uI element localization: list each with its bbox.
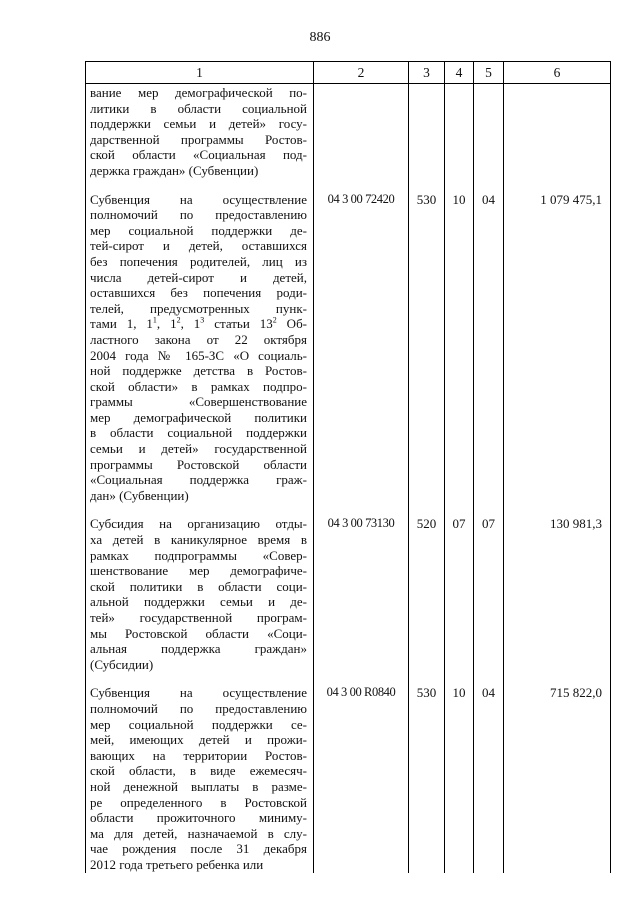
row-code: 04 3 00 72420 (314, 191, 409, 504)
description-line: ской политики в области соци- (90, 578, 307, 594)
row-description (86, 84, 314, 179)
row-gap (86, 179, 611, 191)
description-line: альной поддержки семьи и де- (90, 594, 307, 610)
description-line: рамках подпрограммы «Совер- (90, 547, 307, 563)
gap-cell (314, 179, 409, 191)
description-line: дарственной программы Ростов- (90, 131, 307, 147)
description-line: ластного закона от 22 октября (90, 331, 307, 347)
description-line: чае рождения после 31 декабря (90, 841, 307, 857)
description-line: области прожиточного миниму- (90, 810, 307, 826)
description-line: тей-сирот и детей, оставшихся (90, 238, 307, 254)
row-col4 (445, 84, 474, 179)
description-line: ской области «Социальная под- (90, 147, 307, 163)
row-col3: 520 (409, 515, 445, 672)
description-line: телей, предусмотренных пунк- (90, 300, 307, 316)
row-col4: 10 (445, 191, 474, 504)
description-line: в области социальной поддержки (90, 425, 307, 441)
column-header: 3 (409, 62, 445, 84)
description-line: мей, имеющих детей и прожи- (90, 732, 307, 748)
description-line: вающих на территории Ростов- (90, 747, 307, 763)
row-code (314, 84, 409, 179)
description-line: оставшихся без попечения роди- (90, 285, 307, 301)
description-line: держка граждан» (Субвенции) (90, 162, 259, 178)
row-description (86, 515, 314, 672)
column-header: 1 (86, 62, 314, 84)
description-line: Субвенция на осуществление (90, 191, 307, 207)
description-line: без попечения родителей, лиц из (90, 253, 307, 269)
table-header-row (86, 62, 611, 84)
row-col5: 07 (474, 515, 504, 672)
row-description (86, 684, 314, 872)
gap-cell (409, 672, 445, 684)
description-line: 2012 года третьего ребенка или (90, 856, 264, 872)
description-line: ре определенного в Ростовской (90, 794, 307, 810)
row-col5: 04 (474, 684, 504, 872)
gap-cell (445, 503, 474, 515)
gap-cell (474, 672, 504, 684)
gap-cell (409, 503, 445, 515)
description-line: тей» государственной програм- (90, 610, 307, 625)
description-line: вание мер демографической по- (90, 85, 307, 100)
page-number: 886 (309, 30, 331, 45)
description-line: ха детей в каникулярное время в (90, 532, 307, 548)
description-line: ской области, в виде ежемесяч- (90, 763, 307, 779)
row-col5 (474, 84, 504, 179)
row-col4: 10 (445, 684, 474, 872)
table-row (86, 191, 611, 504)
description-line: мер социальной поддержки де- (90, 222, 307, 238)
column-header: 5 (474, 62, 504, 84)
description-line: программы Ростовской области (90, 456, 307, 472)
gap-cell (504, 503, 611, 515)
description-line: дан» (Субвенции) (90, 487, 189, 503)
gap-cell (409, 179, 445, 191)
table-row (86, 515, 611, 672)
description-line: тами 1, $1^1$, $1^2$, $1^3$ статьи $13^2$ Об- (90, 315, 308, 332)
row-col3 (409, 84, 445, 179)
row-amount (504, 84, 611, 179)
row-code: 04 3 00 R0840 (314, 684, 409, 872)
gap-cell (314, 672, 409, 684)
description-line: ской области» в рамках подпро- (90, 378, 307, 394)
column-header: 4 (445, 62, 474, 84)
description-line: шенствование мер демографиче- (90, 563, 307, 579)
description-line: ной денежной выплаты в разме- (90, 778, 307, 794)
table-row (86, 84, 611, 179)
description-line: полномочий по предоставлению (90, 207, 307, 223)
row-gap (86, 672, 611, 684)
column-header: 6 (504, 62, 611, 84)
description-line: Субвенция на осуществление (90, 685, 307, 701)
description-line: альная поддержка граждан» (90, 641, 307, 657)
budget-table (85, 61, 611, 873)
description-line: ной поддержке детства в Ростов- (90, 363, 307, 379)
description-line: мер социальной поддержки се- (90, 716, 307, 732)
row-description (86, 191, 314, 504)
description-line: ма для детей, назначаемой в слу- (90, 825, 307, 841)
gap-cell (86, 503, 314, 515)
row-col4: 07 (445, 515, 474, 672)
description-line: полномочий по предоставлению (90, 700, 307, 716)
gap-cell (445, 672, 474, 684)
row-amount: 1 079 475,1 (504, 191, 611, 504)
row-col5: 04 (474, 191, 504, 504)
gap-cell (445, 179, 474, 191)
description-line: литики в области социальной (90, 100, 307, 116)
description-line: мер демографической политики (90, 409, 307, 425)
row-col3: 530 (409, 191, 445, 504)
gap-cell (504, 179, 611, 191)
gap-cell (504, 672, 611, 684)
description-line: семьи и детей» государственной (90, 441, 307, 457)
column-header: 2 (314, 62, 409, 84)
description-line: «Социальная поддержка граж- (90, 472, 307, 488)
table-row (86, 684, 611, 872)
description-line: граммы «Совершенствование (90, 394, 307, 410)
row-code: 04 3 00 73130 (314, 515, 409, 672)
gap-cell (86, 179, 314, 191)
description-line: мы Ростовской области «Соци- (90, 625, 307, 641)
description-line: 2004 года № 165-ЗС «О социаль- (90, 347, 307, 363)
gap-cell (474, 503, 504, 515)
description-line: Субсидия на организацию отды- (90, 516, 307, 532)
row-amount: 130 981,3 (504, 515, 611, 672)
gap-cell (314, 503, 409, 515)
description-line: поддержки семьи и детей» госу- (90, 116, 307, 132)
gap-cell (474, 179, 504, 191)
row-amount: 715 822,0 (504, 684, 611, 872)
gap-cell (86, 672, 314, 684)
row-col3: 530 (409, 684, 445, 872)
description-line: числа детей-сирот и детей, (90, 269, 307, 285)
row-gap (86, 503, 611, 515)
description-line: (Субсидии) (90, 656, 154, 672)
